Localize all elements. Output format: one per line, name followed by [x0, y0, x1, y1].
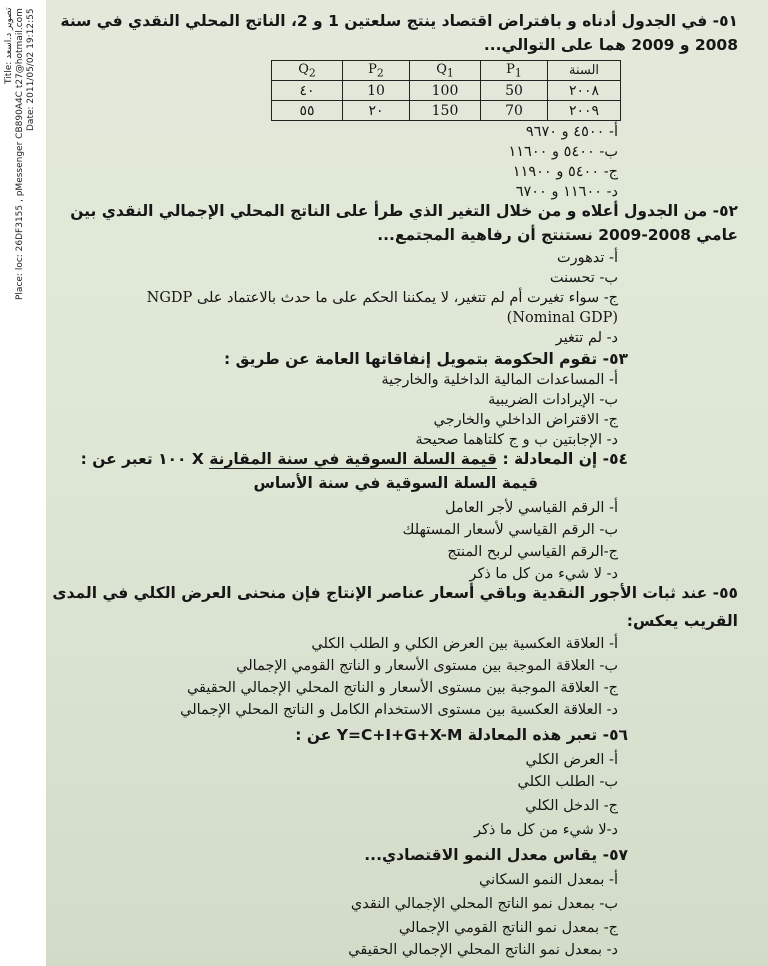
q54-option-d: د- لا شيء من كل ما ذكر: [469, 566, 618, 582]
q55-option-b: ب- العلاقة الموجبة بين مستوى الأسعار و الناتج القومي الإجمالي: [236, 658, 618, 674]
cell-year: ٢٠٠٨: [548, 81, 621, 101]
q51-text-line1: ٥١- في الجدول أدناه و بافتراض اقتصاد ينتج سلعتين 1 و 2، الناتج المحلي النقدي في سنة: [60, 12, 738, 30]
q51-data-table: [271, 60, 621, 121]
header-q2: $Q_2$: [272, 61, 343, 81]
q54-prefix: ٥٤- إن المعادلة :: [497, 450, 628, 468]
q57-text: ٥٧- يقاس معدل النمو الاقتصادي...: [364, 846, 628, 864]
q57-option-d: د- بمعدل نمو الناتج المحلي الإجمالي الحقيقي: [348, 942, 618, 958]
table-row: [272, 81, 621, 101]
q56-option-d: د-لا شيء من كل ما ذكر: [474, 822, 618, 838]
q57-option-c: ج- بمعدل نمو الناتج القومي الإجمالي: [398, 920, 618, 936]
header-p1: $P_1$: [481, 61, 548, 81]
q57-option-a: أ- بمعدل النمو السكاني: [479, 872, 618, 888]
q55-text-line1: ٥٥- عند ثبات الأجور النقدية وباقي أسعار عناصر الإنتاج فإن منحنى العرض الكلي في المدى: [52, 584, 738, 602]
q52-option-c-cont: (Nominal GDP): [506, 310, 618, 326]
margin-title: Title: تصوير د.اسعد: [4, 8, 14, 85]
margin-place: Place: loc: 26DF3155 , pMessenger CB890A4C t27@hotmail.com: [15, 8, 25, 300]
margin-date: Date: 2011/05/02 19:12:55: [26, 8, 36, 131]
q53-option-c: ج- الاقتراض الداخلي والخارجي: [433, 412, 618, 428]
q52-option-d: د- لم تتغير: [555, 330, 618, 346]
q52-option-c: ج- سواء تغيرت أم لم تتغير، لا يمكننا الحكم على ما حدث بالاعتماد على NGDP: [146, 290, 618, 306]
q51-option-c: ج- ٥٤٠٠ و ١١٩٠٠: [512, 164, 618, 180]
cell-q2: ٥٥: [272, 101, 343, 121]
exam-page: [46, 0, 768, 966]
cell-p1: 70: [481, 101, 548, 121]
q56-text: ٥٦- تعبر هذه المعادلة Y=C+I+G+X-M عن :: [295, 726, 628, 744]
q52-option-a: أ- تدهورت: [557, 250, 618, 266]
q56-option-c: ج- الدخل الكلي: [525, 798, 618, 814]
header-p2: $P_2$: [343, 61, 410, 81]
q51-option-b: ب- ٥٤٠٠ و ١١٦٠٠: [508, 144, 618, 160]
cell-q2: ٤٠: [272, 81, 343, 101]
q55-option-d: د- العلاقة العكسية بين مستوى الاستخدام الكامل و الناتج المحلي الإجمالي: [180, 702, 618, 718]
q53-option-b: ب- الإيرادات الضريبية: [488, 392, 618, 408]
cell-q1: 100: [410, 81, 481, 101]
q54-option-a: أ- الرقم القياسي لأجر العامل: [444, 500, 618, 516]
q52-option-b: ب- تحسنت: [549, 270, 618, 286]
q51-option-a: أ- ٤٥٠٠ و ٩٦٧٠: [525, 124, 618, 140]
q54-multiplier: X ١٠٠ تعبر عن :: [80, 450, 210, 468]
q53-option-a: أ- المساعدات المالية الداخلية والخارجية: [381, 372, 618, 388]
q54-option-b: ب- الرقم القياسي لأسعار المستهلك: [402, 522, 618, 538]
header-q1: $Q_1$: [410, 61, 481, 81]
q56-option-b: ب- الطلب الكلي: [517, 774, 618, 790]
q53-option-d: د- الإجابتين ب و ج كلتاهما صحيحة: [415, 432, 618, 448]
header-year: السنة: [548, 61, 621, 81]
table-row: [272, 101, 621, 121]
q54-text: [81, 450, 628, 468]
scan-margin: [0, 0, 47, 966]
q55-option-a: أ- العلاقة العكسية بين العرض الكلي و الطلب الكلي: [311, 636, 618, 652]
cell-year: ٢٠٠٩: [548, 101, 621, 121]
q54-numerator: قيمة السلة السوقية في سنة المقارنة: [209, 450, 498, 468]
table-header-row: [272, 61, 621, 81]
q56-option-a: أ- العرض الكلي: [525, 752, 618, 768]
q55-text-line2: القريب يعكس:: [626, 612, 738, 630]
q54-denominator: قيمة السلة السوقية في سنة الأساس: [253, 474, 538, 492]
scan-metadata: [4, 8, 42, 328]
q55-option-c: ج- العلاقة الموجبة بين مستوى الأسعار و الناتج المحلي الإجمالي الحقيقي: [186, 680, 618, 696]
q51-text-line2: 2008 و 2009 هما على التوالي...: [483, 36, 738, 54]
q52-text-line2: عامي 2008-2009 نستنتج أن رفاهية المجتمع...: [377, 226, 738, 244]
q57-option-b: ب- بمعدل نمو الناتج المحلي الإجمالي النقدي: [350, 896, 618, 912]
cell-q1: 150: [410, 101, 481, 121]
q51-option-d: د- ١١٦٠٠ و ٦٧٠٠: [515, 184, 618, 200]
q52-text-line1: ٥٢- من الجدول أعلاه و من خلال التغير الذي طرأ على الناتج المحلي الإجمالي النقدي بين: [70, 202, 738, 220]
cell-p1: 50: [481, 81, 548, 101]
q54-option-c: ج-الرقم القياسي لربح المنتج: [447, 544, 618, 560]
cell-p2: 10: [343, 81, 410, 101]
q53-text: ٥٣- تقوم الحكومة بتمويل إنفاقاتها العامة عن طريق :: [224, 350, 628, 368]
cell-p2: ٢٠: [343, 101, 410, 121]
